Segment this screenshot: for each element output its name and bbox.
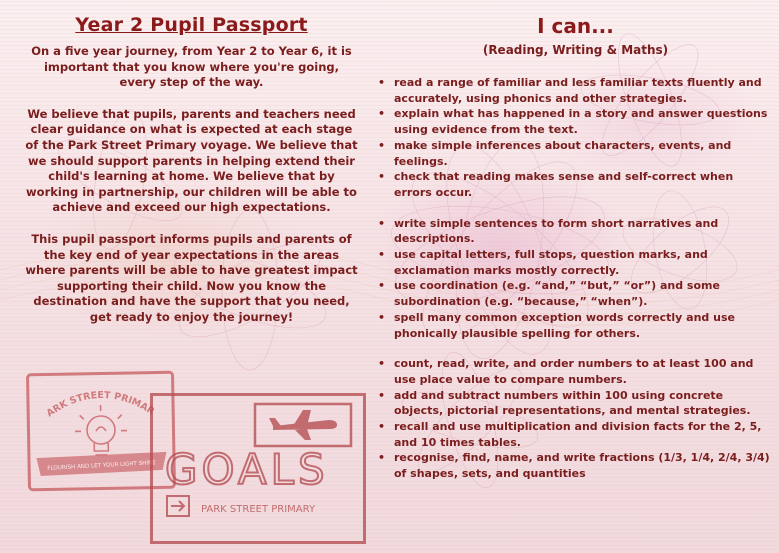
bullet-icon: • <box>378 76 386 89</box>
list-item: • recall and use multiplication and division facts for the 2, 5, and 10 times tables. <box>378 420 762 449</box>
list-item: • spell many common exception words correctly and use phonically plausible spelling for others. <box>378 310 735 340</box>
passport-title: Year 2 Pupil Passport <box>75 14 308 36</box>
bullet-icon: • <box>378 420 386 434</box>
bullet-icon: • <box>378 248 386 262</box>
list-item: • write simple sentences to form short narratives and descriptions. <box>378 216 719 246</box>
list-item: • check that reading makes sense and self-correct when errors occur. <box>378 170 734 199</box>
bullet-icon: • <box>378 107 386 121</box>
maths-list <box>378 356 773 482</box>
goals-footer-text: PARK STREET PRIMARY <box>201 504 316 515</box>
list-item: • explain what has happened in a story and answer questions using evidence from the text. <box>378 107 768 137</box>
bullet-icon: • <box>378 216 386 230</box>
list-item: • read a range of familiar and less familiar texts fluently and accurately, using phonics and other strategies. <box>378 76 762 105</box>
reading-list <box>378 75 773 201</box>
bullet-icon: • <box>378 357 386 371</box>
i-can-subtitle: (Reading, Writing & Maths) <box>482 43 669 57</box>
bullet-icon: • <box>378 138 386 152</box>
belief-paragraph: We believe that pupils, parents and teachers need clear guidance on what is expected at each stage of the Park Street Primary voyage. We believe that we should support parents in helping extend their child's learning at home. We believe that by working in partnership, our children will be able to achieve and exceed our high expectations. <box>25 106 358 215</box>
intro-paragraph: On a five year journey, from Year 2 to Year 6, it is important that you know where you're going, every step of the way. <box>31 44 352 90</box>
list-item: • use capital letters, full stops, question marks, and exclamation marks mostly correctly. <box>378 248 708 277</box>
bullet-icon: • <box>378 279 386 293</box>
goals-stamp-graphic <box>153 396 363 541</box>
purpose-paragraph: This pupil passport informs pupils and parents of the key end of year expectations in the areas where parents will be able to have greatest impact supporting their child. Now you know the destination and have the support that you need, get ready to enjoy the journey! <box>25 231 358 324</box>
bullet-icon: • <box>378 170 386 184</box>
goals-word: GOALS <box>165 445 329 494</box>
list-item: • make simple inferences about characters, events, and feelings. <box>378 138 732 168</box>
list-item: • add and subtract numbers within 100 using concrete objects, pictorial representations, and mental strategies. <box>378 388 751 418</box>
arrow-right-icon <box>171 501 184 511</box>
airplane-icon <box>269 410 337 440</box>
bullet-icon: • <box>378 310 386 324</box>
goals-stamp <box>150 393 366 544</box>
right-page <box>378 14 773 497</box>
left-page <box>24 14 359 342</box>
list-item: • use coordination (e.g. “and,” “but,” “or”) and some subordination (e.g. “because,” “when”). <box>378 279 720 309</box>
writing-list <box>378 216 773 342</box>
bullet-icon: • <box>378 451 386 465</box>
school-stamp-banner-text: FLOURISH AND LET YOUR LIGHT SHINE <box>47 460 156 472</box>
lightbulb-icon <box>75 405 128 456</box>
i-can-title: I can... <box>537 14 614 38</box>
school-stamp-top-text: PARK STREET PRIMARY <box>44 389 156 420</box>
bullet-icon: • <box>378 388 386 402</box>
list-item: • count, read, write, and order numbers to at least 100 and use place value to compare numbers. <box>378 357 754 386</box>
list-item: • recognise, find, name, and write fractions (1/3, 1/4, 2/4, 3/4) of shapes, sets, and quantities <box>378 451 770 481</box>
